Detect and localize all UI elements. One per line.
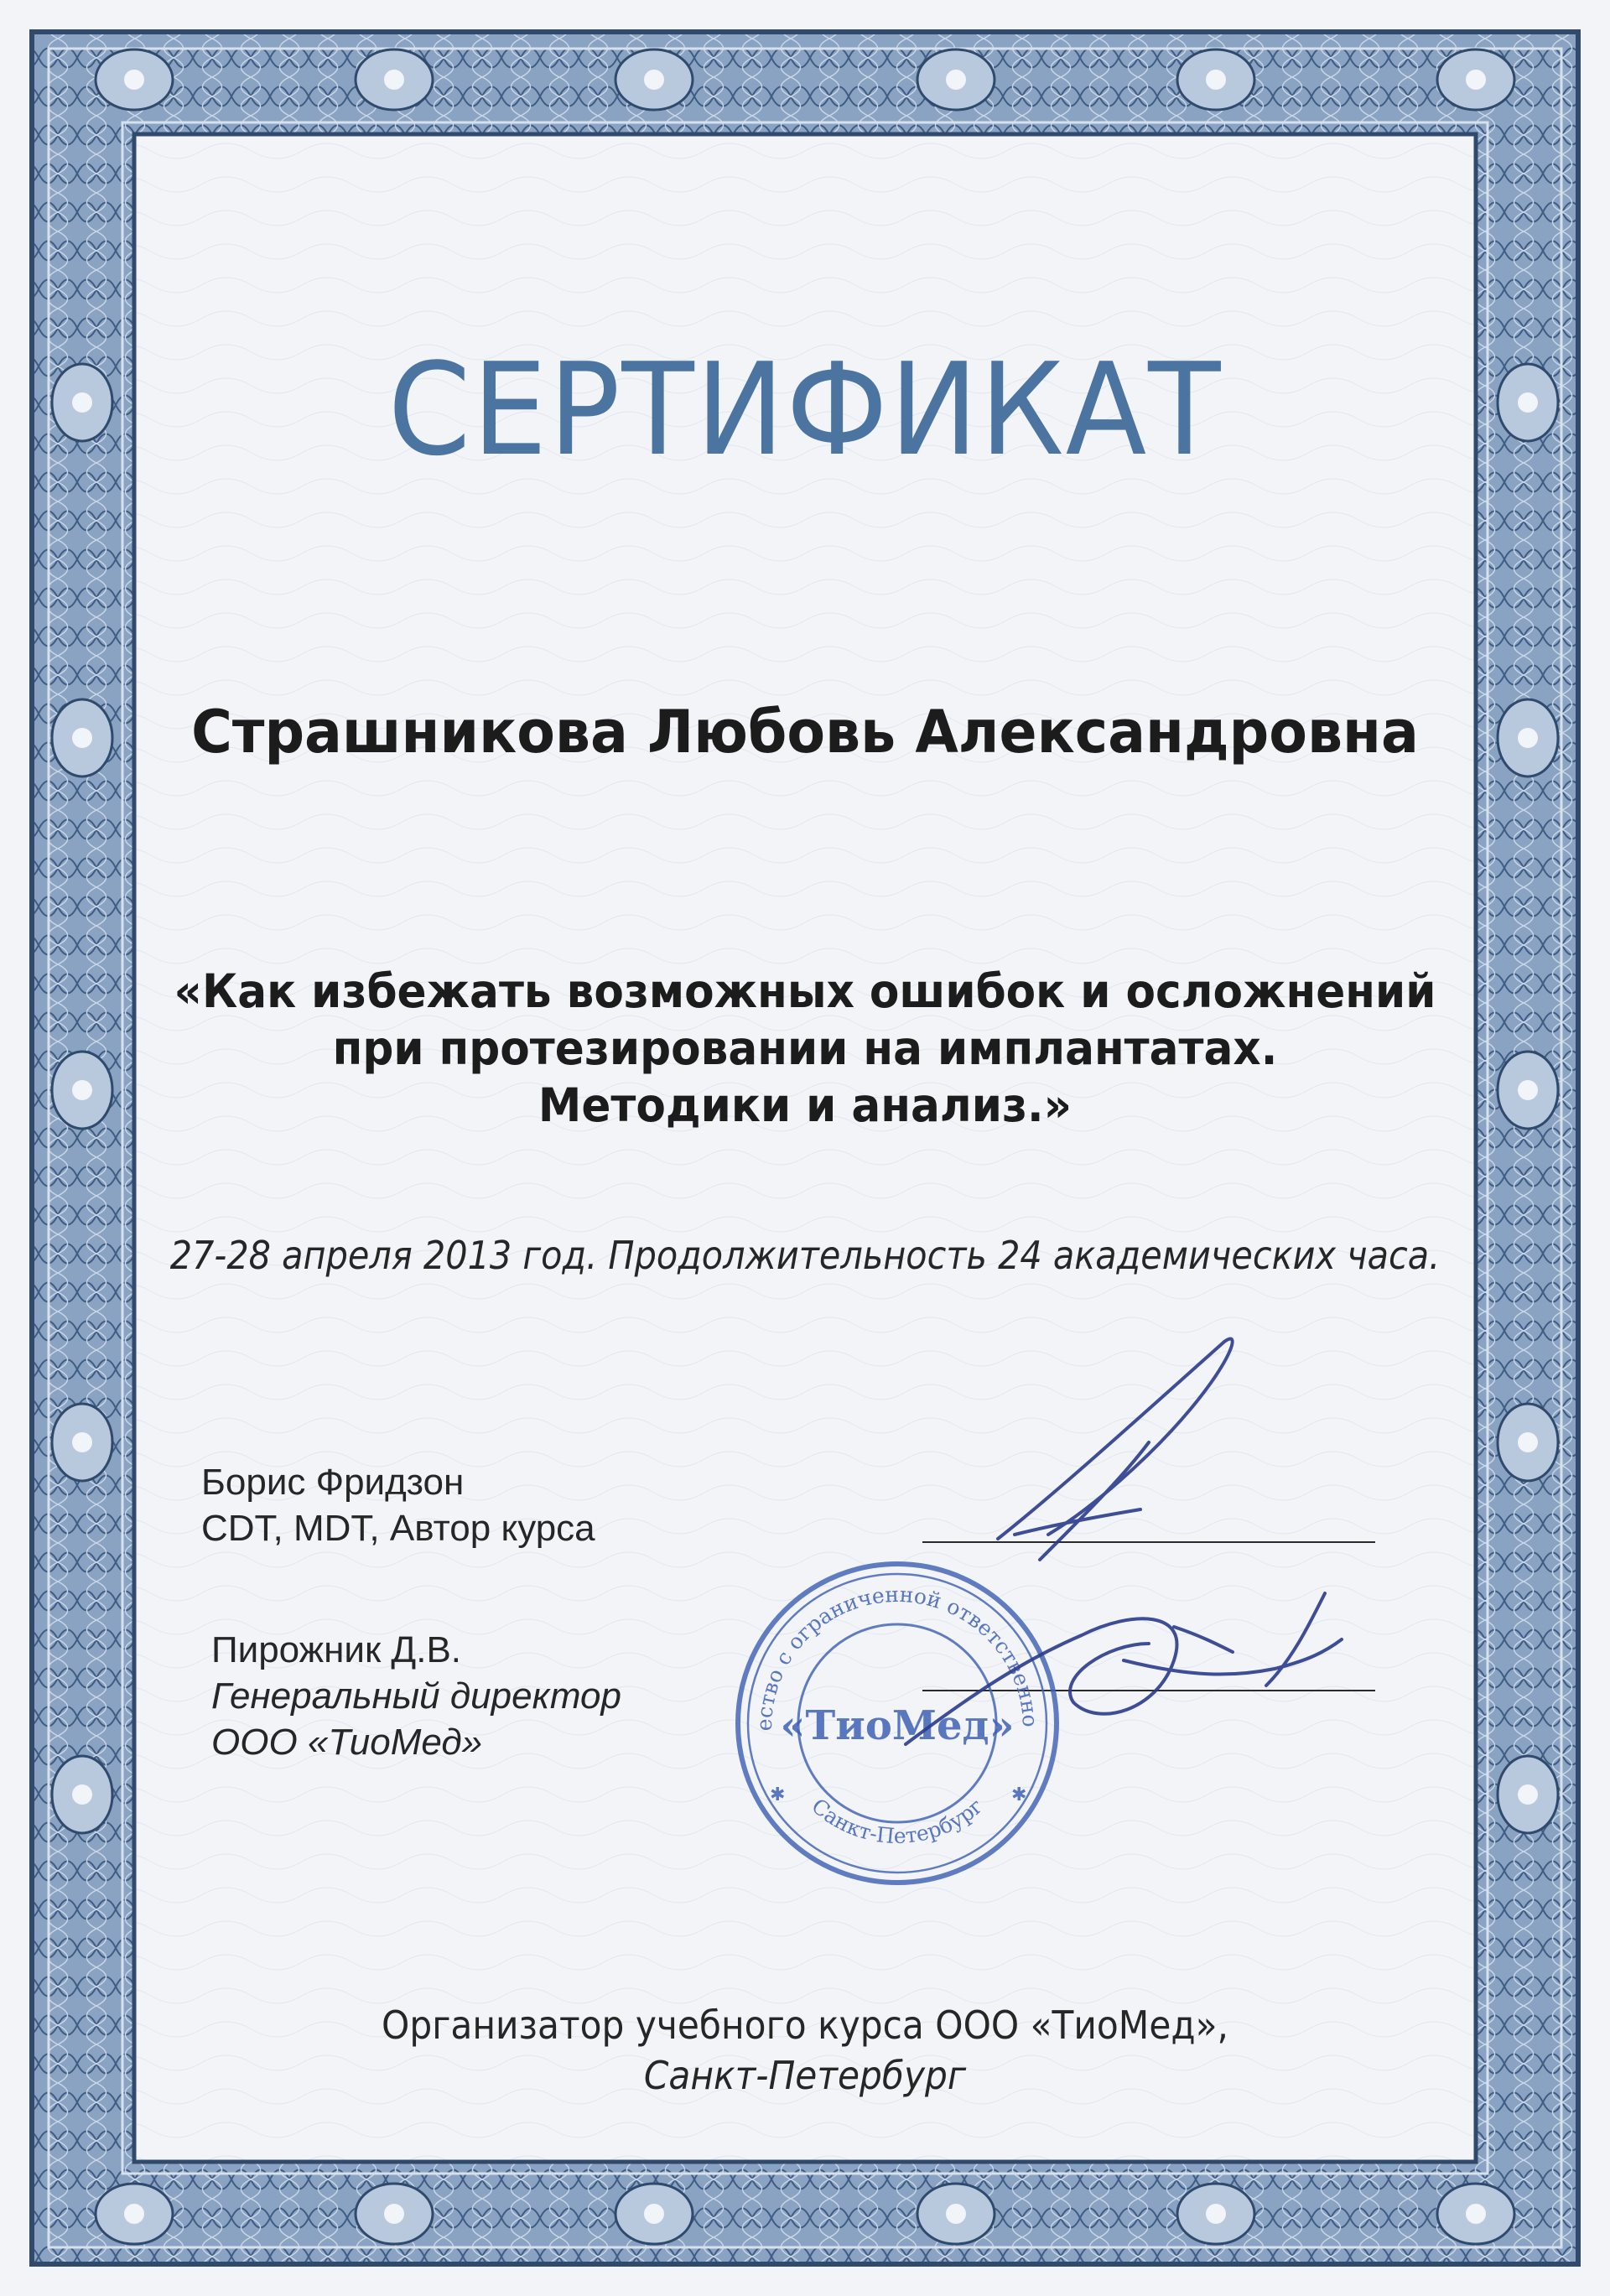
certificate-heading: СЕРТИФИКАТ	[387, 335, 1223, 484]
organizer-footer	[65, 2000, 1545, 2101]
organizer-line: Организатор учебного курса ООО «ТиоМед»,	[382, 2003, 1228, 2048]
course-title	[49, 963, 1562, 1134]
signatory-name: Борис Фридзон	[201, 1462, 465, 1503]
svg-text:✱: ✱	[770, 1784, 786, 1805]
organizer-city: Санкт-Петербург	[643, 2053, 967, 2098]
signatory-title: Генеральный директор	[211, 1675, 621, 1717]
signatory-director	[211, 1627, 621, 1765]
svg-text:✱: ✱	[1011, 1784, 1027, 1805]
handwritten-signatures	[872, 1308, 1409, 1778]
course-title-line: при протезировании на имплантатах.	[332, 1021, 1278, 1075]
course-title-line: «Как избежать возможных ошибок и осложнений	[174, 964, 1436, 1018]
signatory-name: Пирожник Д.В.	[211, 1629, 462, 1670]
course-title-line: Методики и анализ.»	[538, 1078, 1072, 1132]
recipient-name: Страшникова Любовь Александровна	[191, 698, 1419, 766]
seal-center-text: «ТиоМед»	[780, 1702, 1015, 1749]
signatory-title: CDT, MDT, Автор курса	[201, 1508, 595, 1549]
dates-and-duration: 27-28 апреля 2013 год. Продолжительность 24 академических часа.	[169, 1233, 1441, 1278]
signatory-organization: ООО «ТиоМед»	[211, 1722, 483, 1763]
svg-text:Санкт-Петербург: Санкт-Петербург	[807, 1793, 988, 1849]
signatory-author	[201, 1459, 595, 1551]
svg-text:Общество с ограниченной ответс: ество с ограниченной ответственно	[751, 1582, 1043, 1732]
